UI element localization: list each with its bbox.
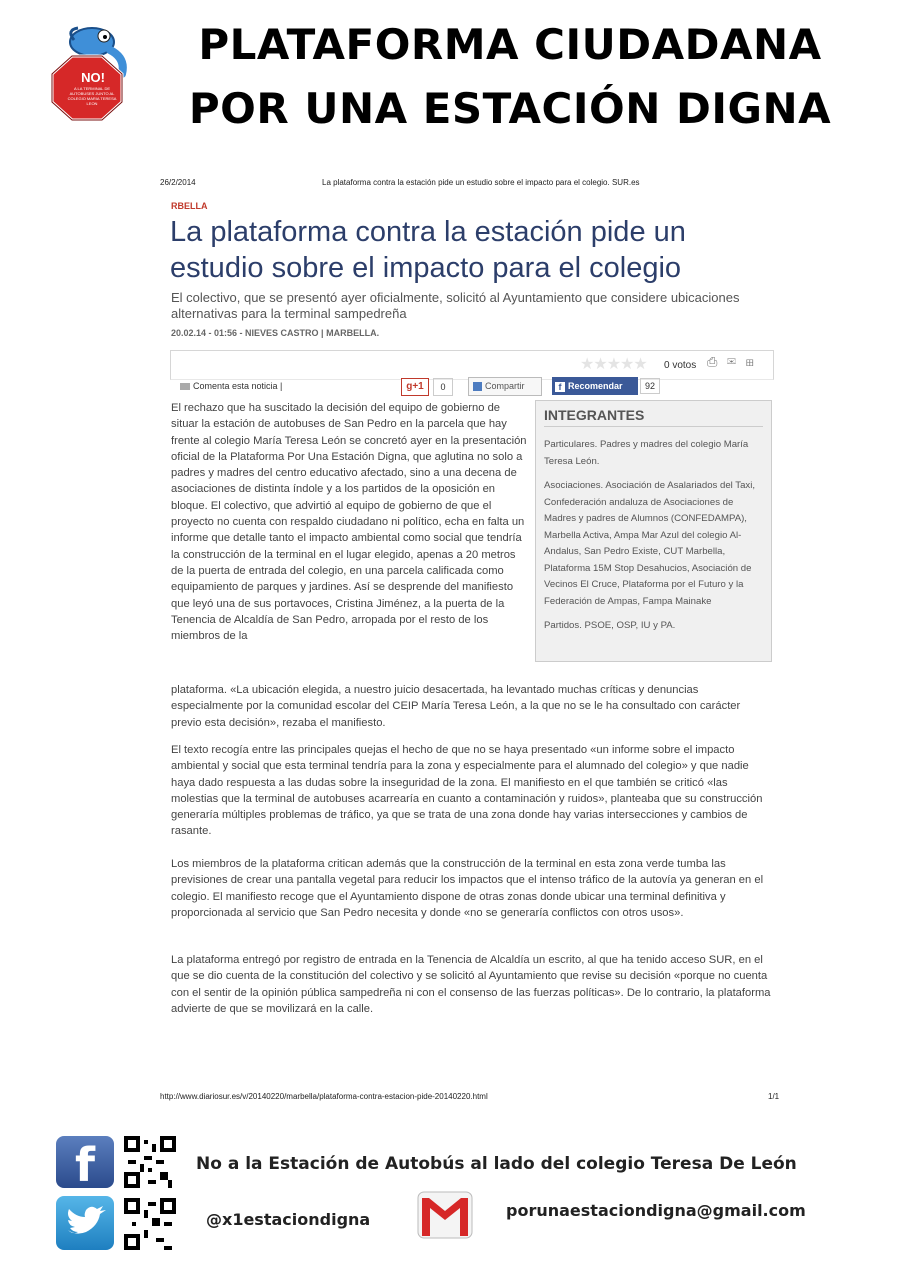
print-icon[interactable]: ⎙ — [707, 354, 718, 369]
article-subtitle: El colectivo, que se presentó ayer oficialmente, solicitó al Ayuntamiento que considere ubicaciones alternativas para la terminal sampedreña — [171, 290, 740, 321]
article-headline: La plataforma contra la estación pide un estudio sobre el impacto para el colegio — [170, 216, 686, 284]
email-icon[interactable]: ✉ — [727, 354, 737, 369]
footer-slogan: No a la Estación de Autobús al lado del colegio Teresa De León — [196, 1154, 797, 1174]
share-button[interactable] — [468, 377, 542, 396]
font-size-icon[interactable]: ⊞ — [745, 354, 754, 369]
integrantes-sidebar — [535, 400, 772, 662]
comment-link[interactable] — [180, 381, 282, 391]
paragraph-1-part-b: plataforma. «La ubicación elegida, a nuestro juicio desacertada, ha levantado muchas críticas y denuncias especialmente por la comunidad escolar del CEIP María Teresa León, a la que no se le ha consultado con carácter previo esta decisión», rezaba el manifiesto. — [171, 684, 741, 729]
section-label: RBELLA — [171, 201, 208, 211]
rating-stars[interactable]: ★★★★★ — [580, 356, 647, 373]
paragraph-2: El texto recogía entre las principales quejas el hecho de que no se haya presentado «un informe sobre el impacto ambiental y social que esta terminal tendría para la zona y especialmente para el alumnado del colegio» y que nadie haya dado respuesta a las dudas sobre la inseguridad de la zona. El manifiesto en el que también se criticó «las molestias que la terminal de autobuses acarrearía en cuanto a contaminación y ruidos», planteaba que su construcción generaría múltiples problemas de tráfico, ya que se trata de una zona donde hay varias intersecciones y cambios de rasante. — [171, 744, 763, 838]
facebook-recommend-button[interactable] — [552, 377, 638, 395]
qr-code-twitter-icon — [124, 1198, 176, 1250]
print-page-title: La plataforma contra la estación pide un estudio sobre el impacto para el colegio. SUR.es — [322, 178, 640, 187]
paragraph-4: La plataforma entregó por registro de entrada en la Tenencia de Alcaldía un escrito, al que ha tenido acceso SUR, en el que se dio cuenta de la constitución del colectivo y se solicitó al Ayuntamiento que revise su decisión «porque no cuenta con el sentir de la opinión pública sampedreña ni con el consenso de las fuerzas políticas». De lo contrario, la plataforma advierte de que se movilizará en la calle. — [171, 954, 771, 1015]
qr-code-facebook-icon — [124, 1136, 176, 1188]
gplus-count: 0 — [433, 378, 453, 396]
votes-count: 0 votos — [664, 360, 697, 371]
paragraph-3: Los miembros de la plataforma critican además que la construcción de la terminal en esta zona verde tumba las previsiones de crear una pantalla vegetal para reducir los impactos que el intenso tráfico de la autovía ya generan en el colegio. El manifiesto recoge que el Ayuntamiento dispone de otras zonas donde ubicar una terminal definitiva y proporcionada al servicio que San Pedro necesita y donde «no se generaría conflictos con otros usos». — [171, 858, 764, 919]
comment-icon — [180, 383, 190, 390]
comment-label: Comenta esta noticia | — [193, 381, 283, 391]
no-sign-smurf-logo — [44, 22, 140, 126]
twitter-handle[interactable]: @x1estaciondigna — [206, 1210, 371, 1229]
footer-email[interactable]: porunaestaciondigna@gmail.com — [506, 1201, 806, 1220]
paragraph-1-part-a: El rechazo que ha suscitado la decisión del equipo de gobierno de situar la estación de autobuses de San Pedro en la parcela que hay frente al colegio María Teresa León se concretó ayer en la presentación oficial de la Plataforma Por Una Estación Digna, que aglutina no solo a padres y madres del centro educativo afectado, sino a una decena de asociaciones de distinta índole y a los partidos de la oposición en bloque. El colectivo, que advirtió al equipo de gobierno de que el proyecto no cuenta con respaldo ciudadano ni político, echa en falta un informe que detalle tanto el impacto ambiental como social que tendría la construcción de la terminal en el lugar elegido, apenas a 20 metros de la puerta de entrada del colegio, en una parcela calificada como equipamiento de parques y jardines. Así se desprende del manifiesto que leyó una de sus portavoces, Cristina Jiménez, a la puerta de la Tenencia de Alcaldía de San Pedro, arropada por el resto de los miembros de la — [171, 402, 527, 643]
share-label: Compartir — [485, 381, 525, 391]
print-date: 26/2/2014 — [160, 178, 196, 187]
article-byline: 20.02.14 - 01:56 - NIEVES CASTRO | MARBELLA. — [171, 328, 380, 338]
share-icon — [473, 382, 482, 391]
logo-small-text: A LA TERMINAL DE AUTOBUSES JUNTO AL COLEGIO MARIA TERESA LEON — [67, 86, 117, 106]
print-page-number: 1/1 — [768, 1092, 780, 1101]
sidebar-title: INTEGRANTES — [544, 407, 763, 427]
recommend-label: Recomendar — [568, 381, 623, 391]
recommend-count: 92 — [640, 378, 660, 394]
facebook-icon: f — [555, 382, 565, 392]
page-title-line2: POR UNA ESTACIÓN DIGNA — [188, 84, 832, 133]
twitter-icon[interactable] — [56, 1196, 114, 1250]
facebook-icon[interactable]: f — [56, 1136, 114, 1188]
tool-icons — [707, 354, 754, 370]
sidebar-asociaciones: Asociaciones. Asociación de Asalariados del Taxi, Confederación andaluza de Asociaciones de Madres y padres de Alumnos (CONFEDAMPA), Marbella Activa, Ampa Mar Azul del colegio Al-Andalus, San Pedro Existe, CUT Marbella, Plataforma 15M Stop Desahucios, Asociación de Vecinos El Cruce, Plataforma por el Futuro y la Federación de Ampas, Fampa Mainake — [544, 480, 756, 607]
page-title-line1: PLATAFORMA CIUDADANA — [198, 20, 822, 69]
gmail-icon[interactable] — [416, 1186, 474, 1244]
sidebar-particulares: Particulares. Padres y madres del colegio María Teresa León. — [544, 439, 749, 467]
print-url: http://www.diariosur.es/v/20140220/marbella/plataforma-contra-estacion-pide-20140220.html — [160, 1092, 488, 1101]
gplus-button[interactable]: g+1 — [401, 378, 429, 396]
logo-no-text: NO! — [81, 70, 105, 85]
sidebar-partidos: Partidos. PSOE, OSP, IU y PA. — [544, 620, 676, 631]
